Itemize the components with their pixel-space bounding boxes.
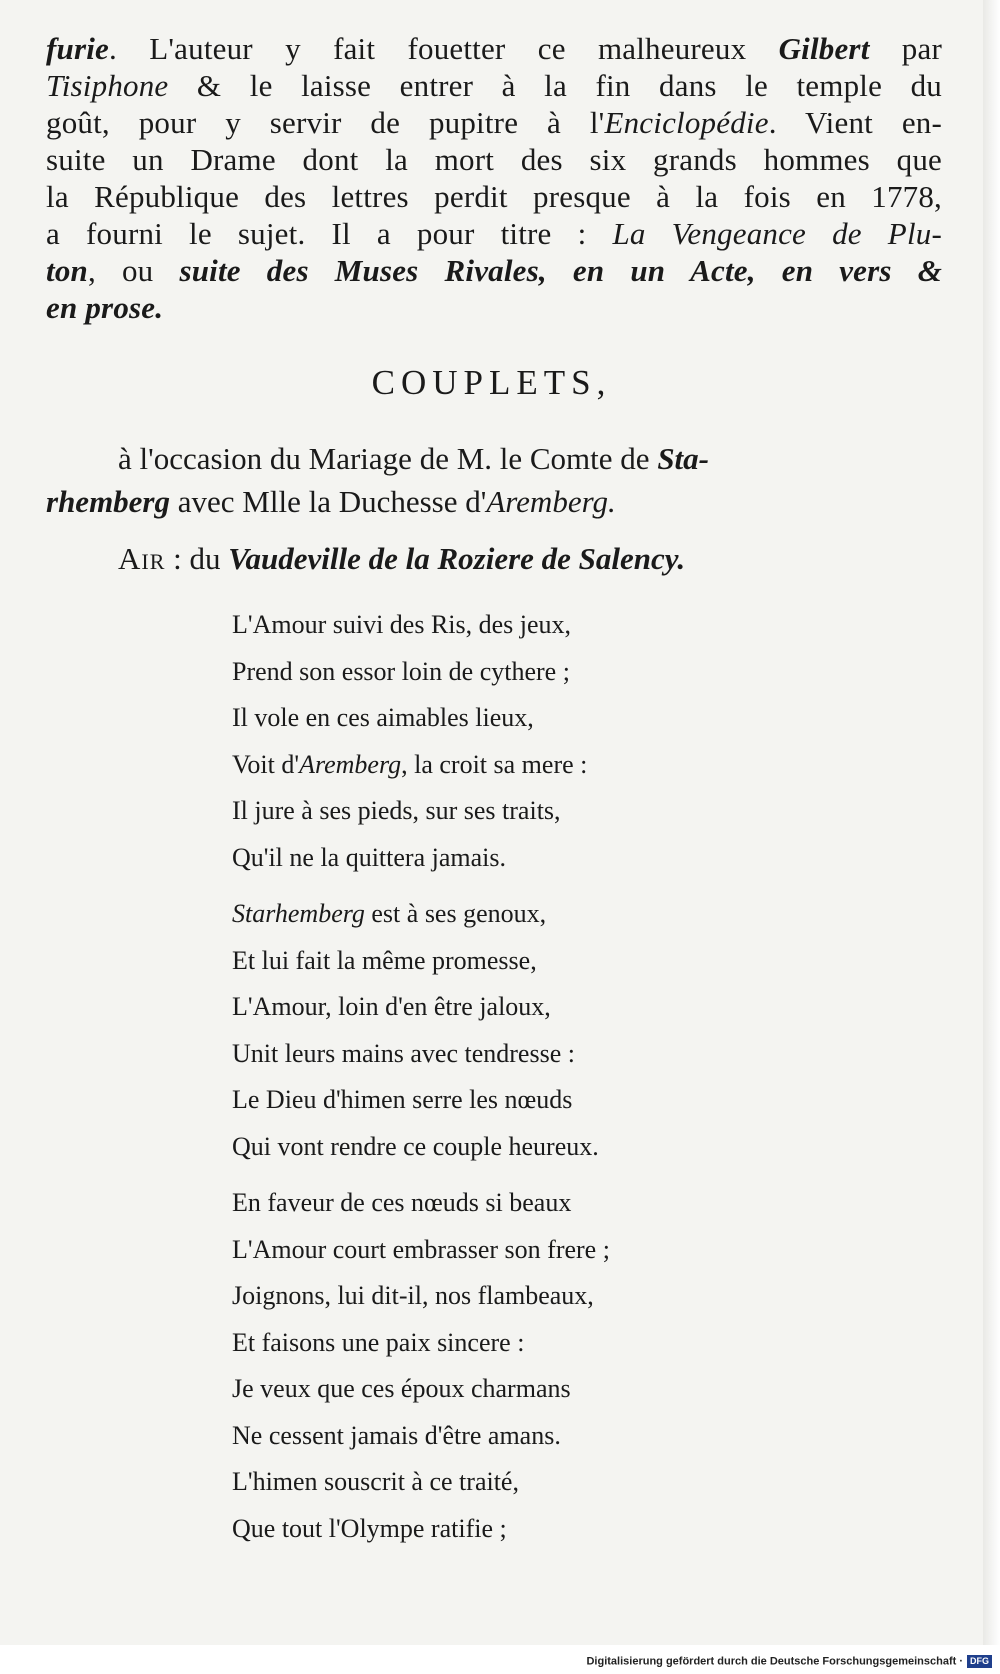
verse-line: Qui vont rendre ce couple heureux. [232, 1131, 599, 1161]
credit-text: Digitalisierung gefördert durch die Deutsche Forschungsgemeinschaft · [586, 1655, 963, 1668]
italic-text: Aremberg [299, 749, 402, 779]
verse-line: Prend son essor loin de cythere ; [232, 656, 570, 686]
text-span: goût, pour y servir de pupitre à l' [46, 105, 605, 140]
verse-line: Joignons, lui dit-il, nos flambeaux, [232, 1281, 594, 1310]
verse-line: Qu'il ne la quittera jamais. [232, 842, 506, 872]
verse-line: Unit leurs mains avec tendresse : [232, 1038, 575, 1068]
section-heading: COUPLETS, [371, 363, 612, 402]
text-span: & le laisse entrer à la fin dans le temple du [168, 68, 942, 103]
stanza [232, 1180, 932, 1552]
verse-line: L'Amour, loin d'en être jaloux, [232, 992, 551, 1021]
text-span: avec Mlle la Duchesse d' [170, 484, 487, 519]
digitization-credit [586, 1655, 992, 1668]
text-span: , ou [87, 253, 180, 288]
text-span: suite un Drame dont la mort des six grands hommes que [46, 142, 942, 177]
italic-text: ton [46, 253, 88, 288]
verse-line: Il vole en ces aimables lieux, [232, 703, 534, 732]
italic-text: Tisiphone [46, 68, 169, 103]
text-span: , la croit sa mere : [401, 749, 588, 779]
italic-text: La Vengeance de Plu- [612, 216, 942, 251]
prose-line [46, 141, 942, 178]
prose-line [46, 289, 942, 326]
scan-edge [983, 0, 1000, 1645]
italic-text: suite des Muses Rivales, en un Acte, en vers & [179, 253, 943, 288]
text-span: par [869, 31, 942, 66]
text-span: . Vient en- [768, 105, 943, 140]
text-span: à l'occasion du Mariage de M. le Comte de [118, 441, 658, 476]
stanza [232, 602, 932, 881]
italic-text: Sta- [657, 441, 709, 476]
verse-line: Il jure à ses pieds, sur ses traits, [232, 796, 561, 825]
italic-text: en prose. [46, 290, 164, 325]
verse-line: En faveur de ces nœuds si beaux [232, 1188, 572, 1217]
verse-line [232, 742, 932, 789]
subtitle-line [46, 437, 942, 480]
text-span: : du [165, 541, 229, 576]
verse-line: Et lui fait la même promesse, [232, 945, 537, 975]
verse-line: Ne cessent jamais d'être amans. [232, 1420, 561, 1450]
verse-line: Que tout l'Olympe ratifie ; [232, 1513, 507, 1543]
occasion-subtitle [46, 437, 942, 523]
verses [232, 602, 932, 1562]
text-span: la République des lettres perdit presque à la fois en 1778, [46, 179, 942, 214]
stanza [232, 891, 932, 1170]
verse-line: Et faisons une paix sincere : [232, 1327, 525, 1357]
italic-text: Enciclopédie [604, 105, 769, 140]
italic-text: Starhemberg [232, 899, 365, 928]
text-span: . L'auteur y fait fouetter ce malheureux [109, 31, 779, 66]
text-span: Voit d' [232, 749, 300, 779]
italic-text: rhemberg [46, 484, 170, 519]
prose-line [46, 67, 942, 104]
verse-line: L'himen souscrit à ce traité, [232, 1467, 519, 1496]
prose-line [46, 178, 942, 215]
italic-text: Vaudeville de la Roziere de Salency. [228, 541, 686, 576]
subtitle-line [46, 480, 942, 523]
prose-line [46, 30, 942, 67]
prose-line [46, 104, 942, 141]
italic-text: furie [46, 31, 109, 66]
air-tune-line [118, 541, 685, 577]
prose-paragraph [46, 30, 942, 326]
prose-line [46, 215, 942, 252]
verse-line: L'Amour court embrasser son frere ; [232, 1234, 610, 1264]
verse-line: Le Dieu d'himen serre les nœuds [232, 1085, 573, 1114]
italic-text: Gilbert [778, 31, 870, 66]
prose-line [46, 252, 942, 289]
dfg-logo: DFG [967, 1655, 992, 1668]
verse-line [232, 891, 932, 938]
verse-line: Je veux que ces époux charmans [232, 1374, 571, 1403]
text-span: est à ses genoux, [364, 899, 547, 928]
italic-text: Aremberg. [486, 484, 616, 519]
verse-line: L'Amour suivi des Ris, des jeux, [232, 610, 572, 639]
air-label: Air [118, 541, 166, 576]
text-span: a fourni le sujet. Il a pour titre : [46, 216, 613, 251]
